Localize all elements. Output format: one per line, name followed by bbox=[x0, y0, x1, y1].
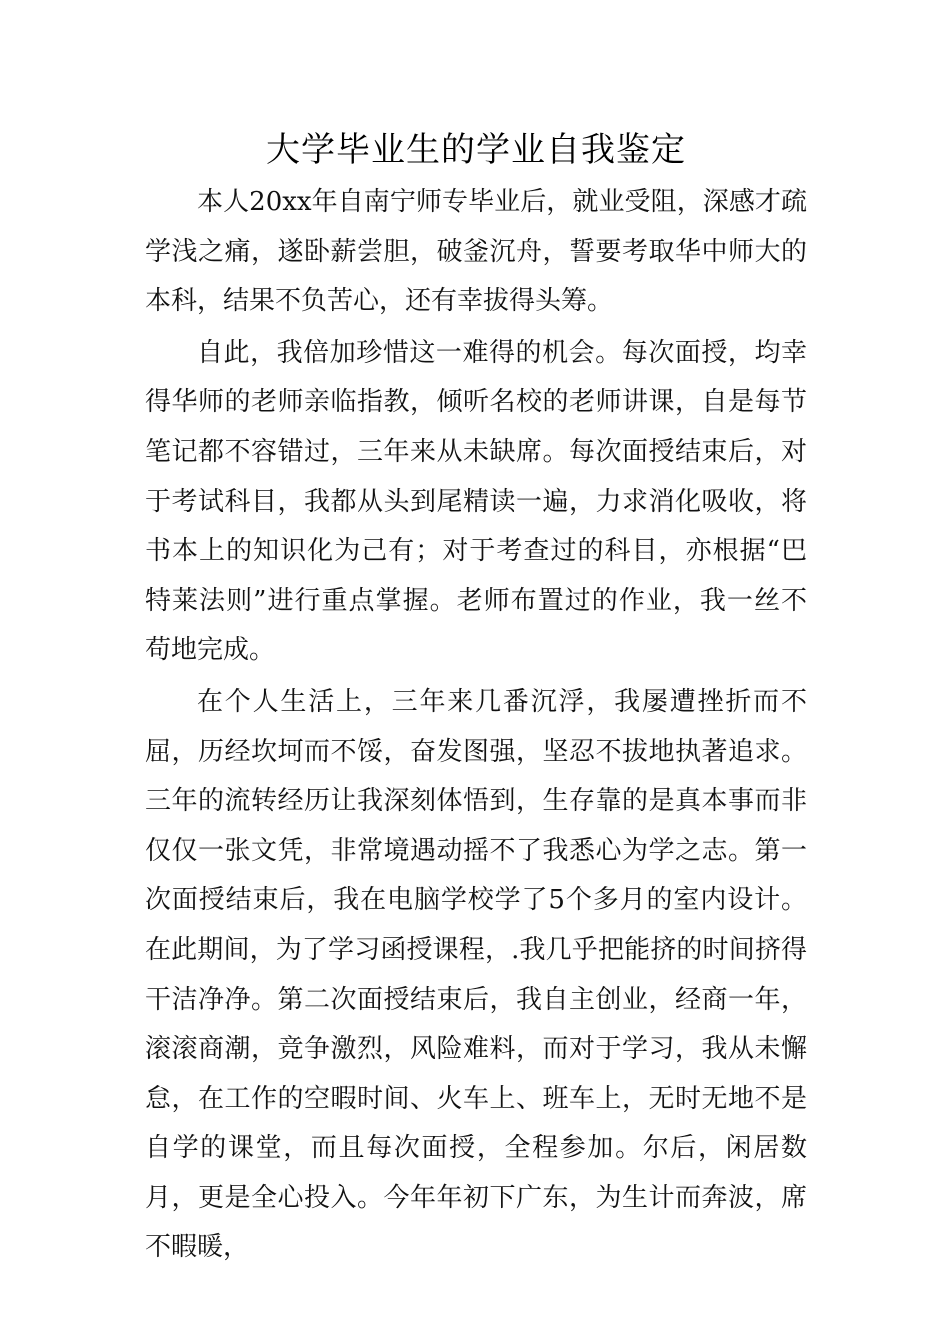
document-title: 大学毕业生的学业自我鉴定 bbox=[266, 130, 686, 170]
paragraph-1: 本人20xx年自南宁师专毕业后，就业受阻，深感才疏学浅之痛，遂卧薪尝胆，破釜沉舟，誓要考取华中师大的本科，结果不负苦心，还有幸拔得头筹。 bbox=[145, 187, 807, 317]
paragraph-2: 自此，我倍加珍惜这一难得的机会。每次面授，均幸得华师的老师亲临指教，倾听名校的老师讲课，自是每节笔记都不容错过，三年来从未缺席。每次面授结束后，对于考试科目，我都从头到尾精读一遍，力求消化吸收，将书本上的知识化为己有；对于考查过的科目，亦根据“巴特莱法则”进行重点掌握。老师布置过的作业，我一丝不苟地完成。 bbox=[145, 337, 807, 666]
document-page bbox=[145, 128, 807, 1275]
paragraph-3: 在个人生活上，三年来几番沉浮，我屡遭挫折而不屈，历经坎坷而不馁，奋发图强，坚忍不拔地执著追求。三年的流转经历让我深刻体悟到，生存靠的是真本事而非仅仅一张文凭，非常境遇动摇不了我悉心为学之志。第一次面授结束后，我在电脑学校学了5个多月的室内设计。在此期间，为了学习函授课程，.我几乎把能挤的时间挤得干洁净净。第二次面授结束后，我自主创业，经商一年，滚滚商潮，竞争激烈，风险难料，而对于学习，我从未懈怠，在工作的空暇时间、火车上、班车上，无时无地不是自学的课堂，而且每次面授，全程参加。尔后，闲居数月，更是全心投入。今年年初下广东，为生计而奔波，席不暇暖， bbox=[145, 686, 807, 1263]
